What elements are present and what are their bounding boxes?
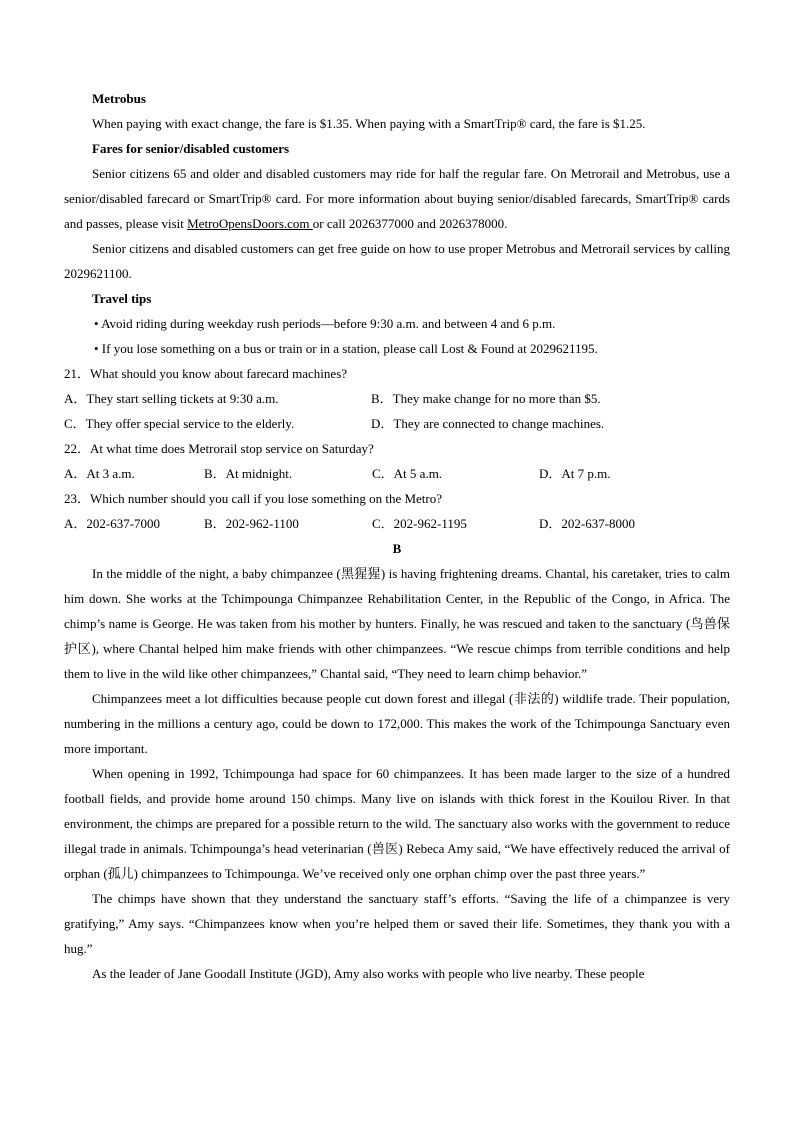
option-d: D．They are connected to change machines. bbox=[371, 416, 605, 431]
metro-opens-doors-link[interactable]: MetroOpensDoors.com bbox=[187, 216, 313, 231]
option-c: C．202-962-1195 bbox=[372, 516, 467, 531]
question-22: 22．At what time does Metrorail stop service on Saturday? bbox=[64, 441, 374, 456]
option-b: B．202-962-1100 bbox=[204, 516, 299, 531]
passage-paragraph: The chimps have shown that they understand the sanctuary staff’s efforts. “Saving the life of a chimpanzee is very gratifying,” Amy says. “Chimpanzees know when you’re helped them or saved their life. Sometimes, they thank you with a hug.” bbox=[64, 891, 730, 956]
fares-paragraph-1 bbox=[64, 161, 730, 236]
question-21-options-row-1 bbox=[64, 386, 730, 411]
option-b: B．They make change for no more than $5. bbox=[371, 391, 601, 406]
option-a: A．They start selling tickets at 9:30 a.m. bbox=[64, 391, 279, 406]
option-b: B．At midnight. bbox=[204, 466, 293, 481]
option-c: C．At 5 a.m. bbox=[372, 466, 443, 481]
option-d: D．At 7 p.m. bbox=[539, 466, 611, 481]
question-21: 21．What should you know about farecard machines? bbox=[64, 366, 348, 381]
question-23: 23．Which number should you call if you lose something on the Metro? bbox=[64, 491, 443, 506]
metrobus-heading: Metrobus bbox=[92, 91, 146, 106]
fares-text-start: Senior citizens 65 and older and disabled customers may ride for half the regular fare. On Metrorail and Metrobus, use a senior/disabled farecard or SmartTrip® card. For more information about buying senior/disabled farecards, SmartTrip® cards and passes, please visit bbox=[64, 166, 730, 231]
passage-paragraph: In the middle of the night, a baby chimpanzee (黑猩猩) is having frightening dreams. Chantal, his caretaker, tries to calm him down. She works at the Tchimpounga Chimpanzee Rehabilitation Center, in the Republic of the Congo, in Africa. The chimp’s name is George. He was taken from his mother by hunters. Finally, he was rescued and taken to the sanctuary (鸟兽保护区), where Chantal helped him make friends with other chimpanzees. “We rescue chimps from terrible conditions and help them to live in the wild like other chimpanzees,” Chantal said, “They need to learn chimp behavior.” bbox=[64, 566, 730, 681]
travel-tips-heading: Travel tips bbox=[92, 291, 152, 306]
document-page bbox=[64, 86, 730, 986]
section-b-label: B bbox=[392, 541, 402, 556]
passage-paragraph: When opening in 1992, Tchimpounga had space for 60 chimpanzees. It has been made larger to the size of a hundred football fields, and provide home around 150 chimps. Many live on islands with thick forest in the Kouilou River. In that environment, the chimps are prepared for a possible return to the wild. The sanctuary also works with the government to reduce illegal trade in animals. Tchimpounga’s head veterinarian (兽医) Rebeca Amy said, “We have effectively reduced the arrival of orphan (孤儿) chimpanzees to Tchimpounga. We’ve received only one orphan chimp over the past three years.” bbox=[64, 766, 730, 881]
option-a: A．At 3 a.m. bbox=[64, 466, 135, 481]
fares-paragraph-2: Senior citizens and disabled customers can get free guide on how to use proper Metrobus and Metrorail services by calling 2029621100. bbox=[64, 241, 730, 281]
option-d: D．202-637-8000 bbox=[539, 516, 636, 531]
option-c: C．They offer special service to the elderly. bbox=[64, 416, 295, 431]
metrobus-fare-text: When paying with exact change, the fare is $1.35. When paying with a SmartTrip® card, the fare is $1.25. bbox=[92, 116, 646, 131]
passage-paragraph: As the leader of Jane Goodall Institute (JGD), Amy also works with people who live nearby. These people bbox=[92, 966, 645, 981]
question-21-options-row-2 bbox=[64, 411, 730, 436]
travel-tip-item: • Avoid riding during weekday rush periods—before 9:30 a.m. and between 4 and 6 p.m. bbox=[94, 316, 556, 331]
question-23-options bbox=[64, 511, 730, 536]
passage-paragraph: Chimpanzees meet a lot difficulties because people cut down forest and illegal (非法的) wildlife trade. Their population, numbering in the millions a century ago, could be down to 172,000. This makes the work of the Tchimpounga Sanctuary even more important. bbox=[64, 691, 730, 756]
fares-text-end: or call 2026377000 and 2026378000. bbox=[312, 216, 508, 231]
option-a: A．202-637-7000 bbox=[64, 516, 161, 531]
fares-heading: Fares for senior/disabled customers bbox=[92, 141, 290, 156]
question-22-options bbox=[64, 461, 730, 486]
travel-tip-item: • If you lose something on a bus or train or in a station, please call Lost & Found at 2029621195. bbox=[94, 341, 598, 356]
